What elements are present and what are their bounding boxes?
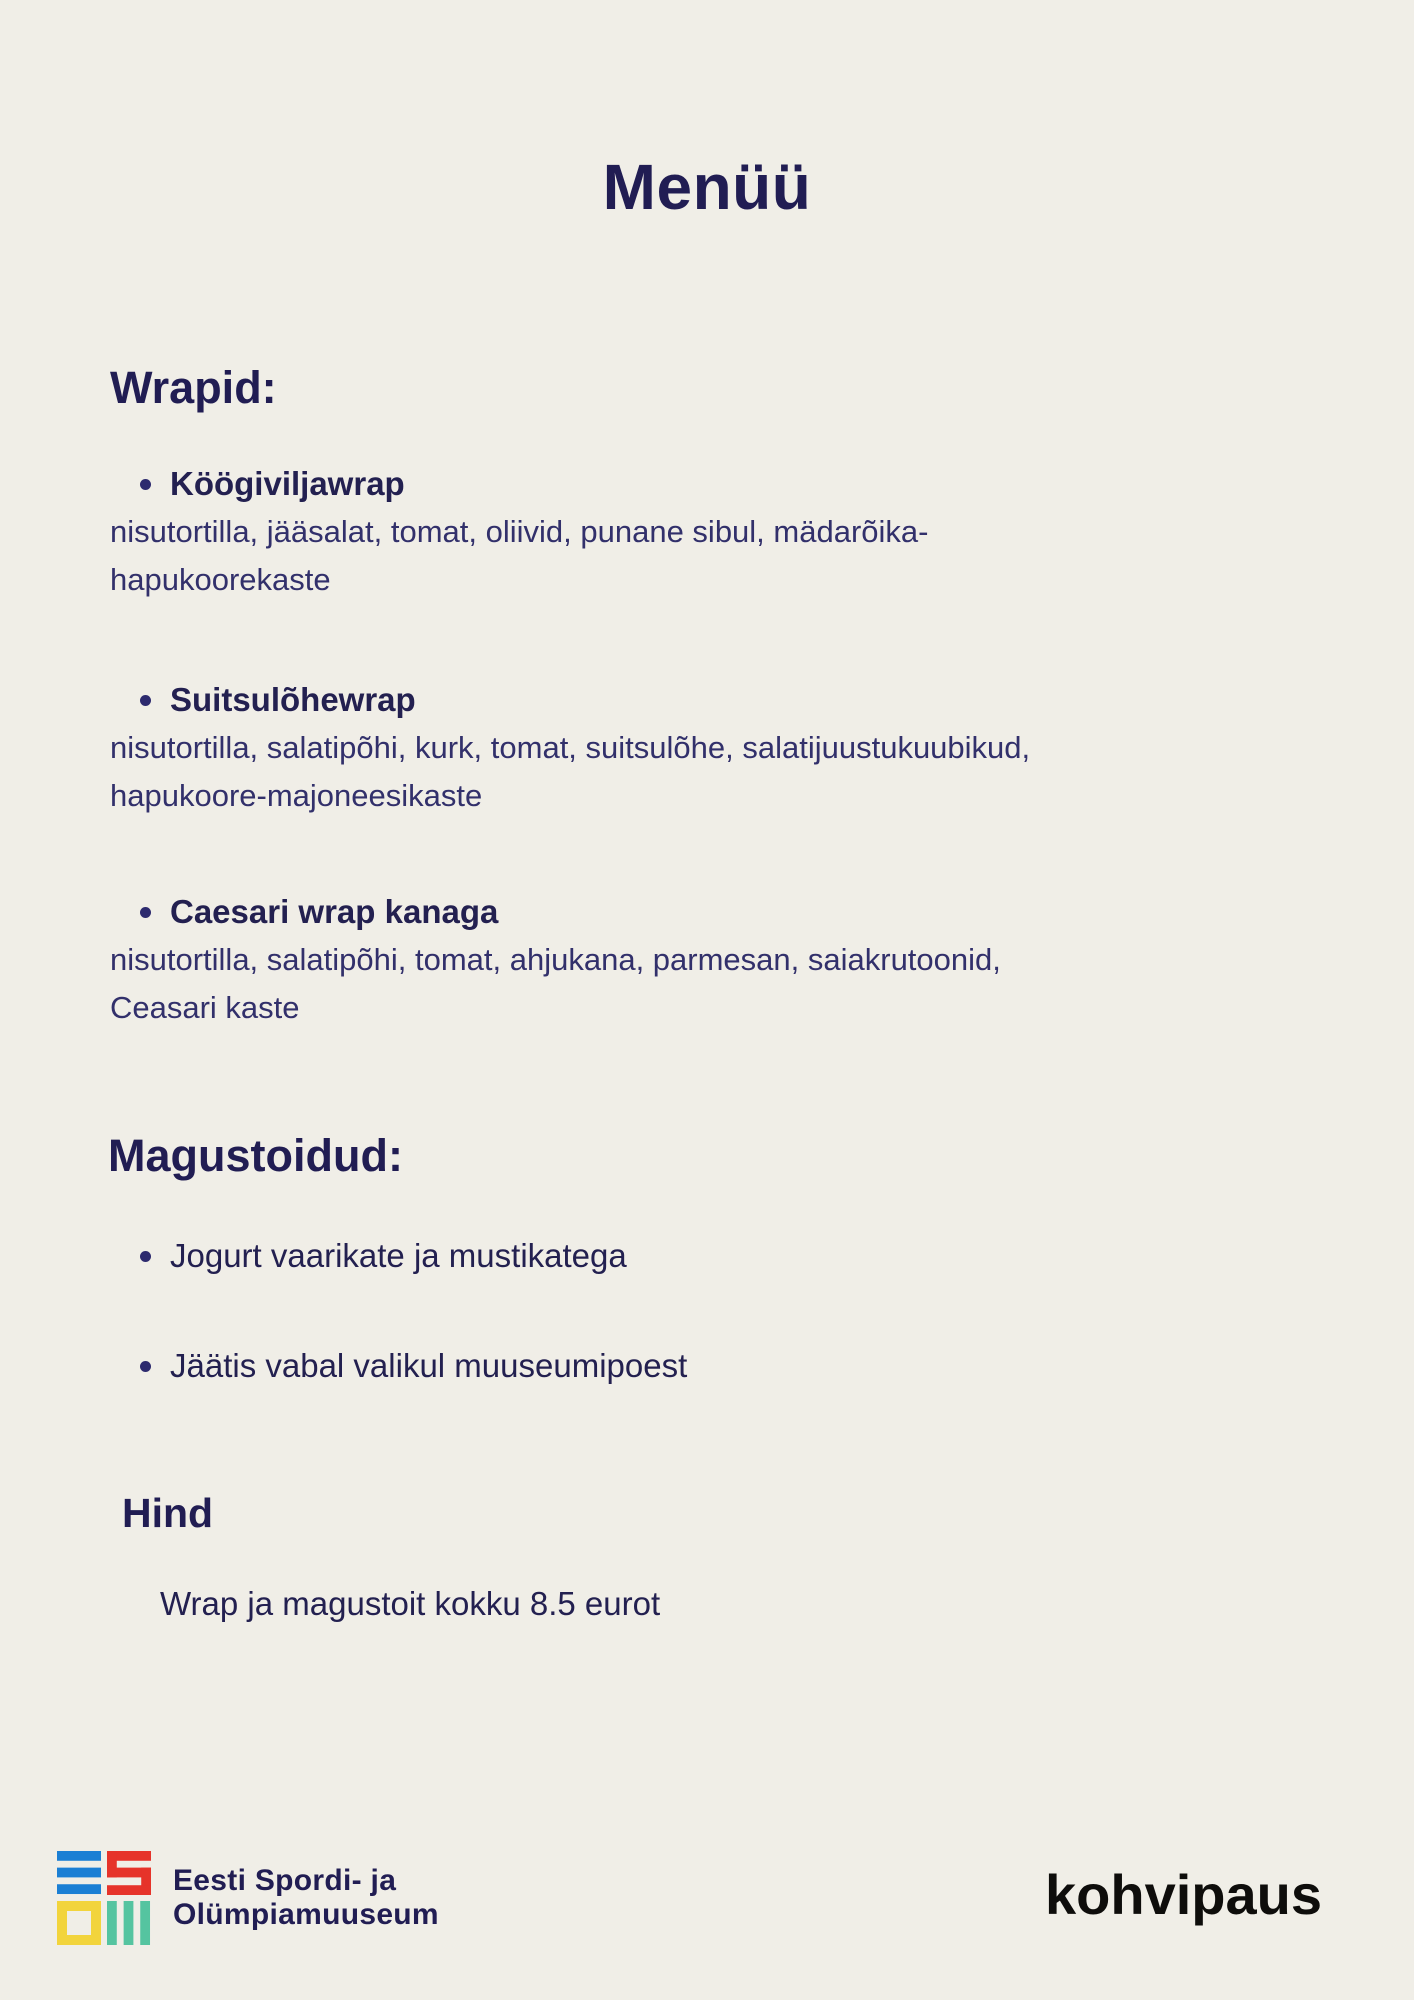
bullet-icon	[140, 1361, 151, 1372]
menu-item-caesari-wrap	[110, 888, 1324, 1032]
menu-item-description-line: hapukoore-majoneesikaste	[110, 778, 483, 813]
price-line: Wrap ja magustoit kokku 8.5 eurot	[160, 1585, 661, 1622]
menu-item-name-row	[110, 460, 1324, 508]
menu-item-name: Caesari wrap kanaga	[170, 893, 499, 930]
menu-item-name: Köögiviljawrap	[170, 465, 405, 502]
museum-name-line1: Eesti Spordi- ja	[173, 1864, 397, 1897]
dessert-item-jogurt	[110, 1232, 627, 1280]
logo-o-glyph-icon	[57, 1901, 101, 1945]
museum-logo-block	[57, 1851, 439, 1945]
logo-5-glyph-icon	[107, 1851, 151, 1895]
museum-logo-icon	[57, 1851, 151, 1945]
bullet-icon	[140, 695, 151, 706]
menu-item-description-line: nisutortilla, salatipõhi, kurk, tomat, suitsulõhe, salatijuustukuubikud,	[110, 730, 1031, 765]
museum-name-line2: Olümpiamuuseum	[173, 1898, 439, 1931]
kohvipaus-brand: kohvipaus	[1045, 1863, 1322, 1926]
desserts-section-heading: Magustoidud:	[108, 1130, 403, 1181]
dessert-item-jaatis	[110, 1342, 687, 1390]
logo-bars-glyph-icon	[107, 1901, 151, 1945]
bullet-icon	[140, 1251, 151, 1262]
menu-item-koogiviljawrap	[110, 460, 1324, 604]
museum-name	[173, 1864, 439, 1932]
menu-item-name-row	[110, 676, 1324, 724]
price-section-heading: Hind	[122, 1490, 214, 1536]
wraps-section-heading: Wrapid:	[110, 362, 277, 413]
menu-item-name: Suitsulõhewrap	[170, 681, 416, 718]
logo-e-glyph-icon	[57, 1851, 101, 1895]
dessert-item-row	[110, 1342, 687, 1390]
menu-item-description-line: nisutortilla, jääsalat, tomat, oliivid, punane sibul, mädarõika-	[110, 514, 929, 549]
bullet-icon	[140, 479, 151, 490]
menu-item-name-row	[110, 888, 1324, 936]
bullet-icon	[140, 907, 151, 918]
dessert-item-label: Jäätis vabal valikul muuseumipoest	[170, 1347, 688, 1384]
menu-item-suitsulohewrap	[110, 676, 1324, 820]
dessert-item-label: Jogurt vaarikate ja mustikatega	[170, 1237, 627, 1274]
menu-item-description-line: Ceasari kaste	[110, 990, 300, 1025]
menu-item-description-line: nisutortilla, salatipõhi, tomat, ahjukana, parmesan, saiakrutoonid,	[110, 942, 1001, 977]
menu-item-description-line: hapukoorekaste	[110, 562, 331, 597]
dessert-item-row	[110, 1232, 627, 1280]
page-title: Menüü	[602, 151, 812, 223]
